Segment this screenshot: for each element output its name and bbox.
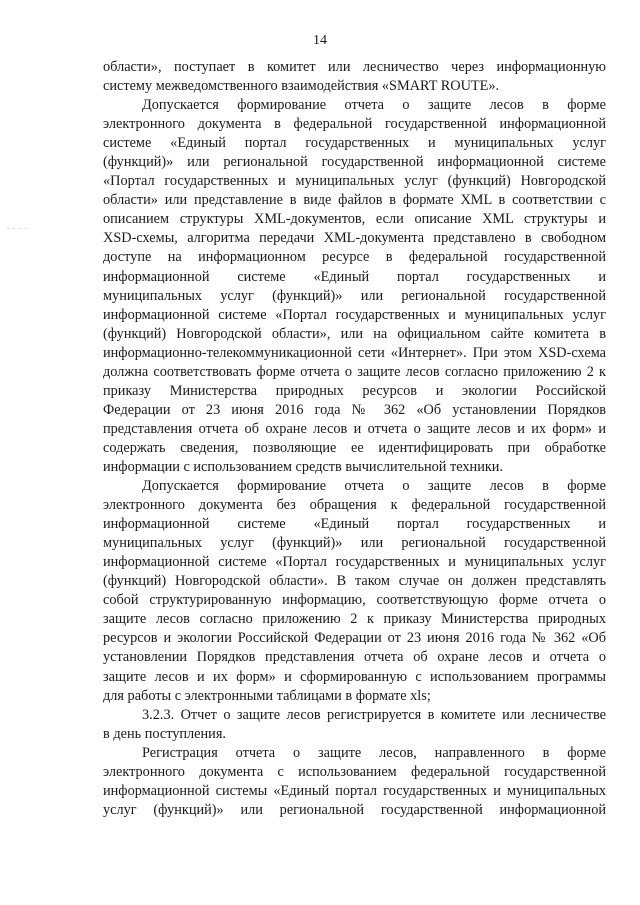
paragraph <box>103 706 606 744</box>
text-line: (функций) Новгородской области». В таком случае он должен представлять <box>103 573 606 590</box>
text-line: электронного документа с использованием федеральной государственной <box>103 763 606 780</box>
text-line: муниципальных услуг (функций)» или региональной государственной <box>103 535 606 552</box>
text-line: информационной системе «Единый портал государственных и <box>103 516 606 533</box>
text-line: для работы с электронными таблицами в формате xls; <box>103 687 431 704</box>
text-line: (функций)» или региональной государственной информационной системе <box>103 154 606 171</box>
text-line: систему межведомственного взаимодействия «SMART ROUTE». <box>103 78 500 95</box>
text-line: XSD-схемы, алгоритма передачи XML-документа представлено в свободном <box>103 230 606 247</box>
text-line: электронного документа в федеральной государственной информационной <box>103 116 606 133</box>
text-line: информационной системе «Портал государственных и муниципальных услуг <box>103 554 606 571</box>
text-line: области», поступает в комитет или лесничество через информационную <box>103 59 606 75</box>
text-line: услуг (функций)» или региональной государственной информационной <box>103 801 606 818</box>
text-line: информации с использованием средств вычислительной техники. <box>103 458 504 475</box>
text-line: защите лесов и их форм» и сформированную с использованием программы <box>103 668 606 685</box>
text-line: (функций) Новгородской области», или на официальном сайте комитета в <box>103 325 606 342</box>
text-line: 3.2.3. Отчет о защите лесов регистрируется в комитете или лесничестве <box>142 706 606 723</box>
text-line: представления отчета об охране лесов и отчета о защите лесов и их форм» и <box>103 420 606 437</box>
text-line: защите лесов согласно приложению 2 к приказу Министерства природных <box>103 611 606 628</box>
text-line: собой структурированную информацию, соответствующую форме отчета о <box>103 592 606 609</box>
page-number: 14 <box>313 33 327 48</box>
text-line: доступе на информационном ресурсе в федеральной государственной <box>103 249 606 266</box>
text-line: Допускается формирование отчета о защите лесов в форме <box>142 97 606 114</box>
text-line: содержать сведения, позволяющие ее идентифицировать при обработке <box>103 439 606 456</box>
margin-mark: . . . . <box>7 222 28 231</box>
text-line: ресурсов и экологии Российской Федерации от 23 июня 2016 года № 362 «Об <box>103 630 606 647</box>
text-line: информационно-телекоммуникационной сети «Интернет». При этом XSD-схема <box>103 344 606 361</box>
text-line: установлении Порядков представления отчета об охране лесов и отчета о <box>103 649 606 666</box>
text-line: информационной системе «Портал государственных и муниципальных услуг <box>103 306 606 323</box>
paragraph <box>103 744 606 820</box>
text-line: системе «Единый портал государственных и муниципальных услуг <box>103 135 606 152</box>
text-line: электронного документа без обращения к федеральной государственной <box>103 497 606 514</box>
text-line: Регистрация отчета о защите лесов, направленного в форме <box>142 744 606 761</box>
text-line: информационной системы «Единый портал государственных и муниципальных <box>103 782 606 799</box>
text-line: должна соответствовать форме отчета о защите лесов согласно приложению 2 к <box>103 363 606 380</box>
text-line: Федерации от 23 июня 2016 года № 362 «Об установлении Порядков <box>103 401 606 418</box>
paragraph <box>103 58 606 96</box>
text-line: Допускается формирование отчета о защите лесов в форме <box>142 478 606 495</box>
paragraph <box>103 96 606 477</box>
paragraph <box>103 477 606 706</box>
text-line: муниципальных услуг (функций)» или региональной государственной <box>103 287 606 304</box>
text-line: приказу Министерства природных ресурсов и экологии Российской <box>103 382 606 399</box>
text-line: описанием структуры XML-документов, если описание XML структуры и <box>103 211 606 228</box>
text-line: информационной системе «Единый портал государственных и <box>103 268 606 285</box>
document-body <box>103 58 606 820</box>
text-line: области» или представление в виде файлов в формате XML в соответствии с <box>103 192 606 209</box>
text-line: «Портал государственных и муниципальных услуг (функций) Новгородской <box>103 173 606 190</box>
text-line: в день поступления. <box>103 725 226 742</box>
